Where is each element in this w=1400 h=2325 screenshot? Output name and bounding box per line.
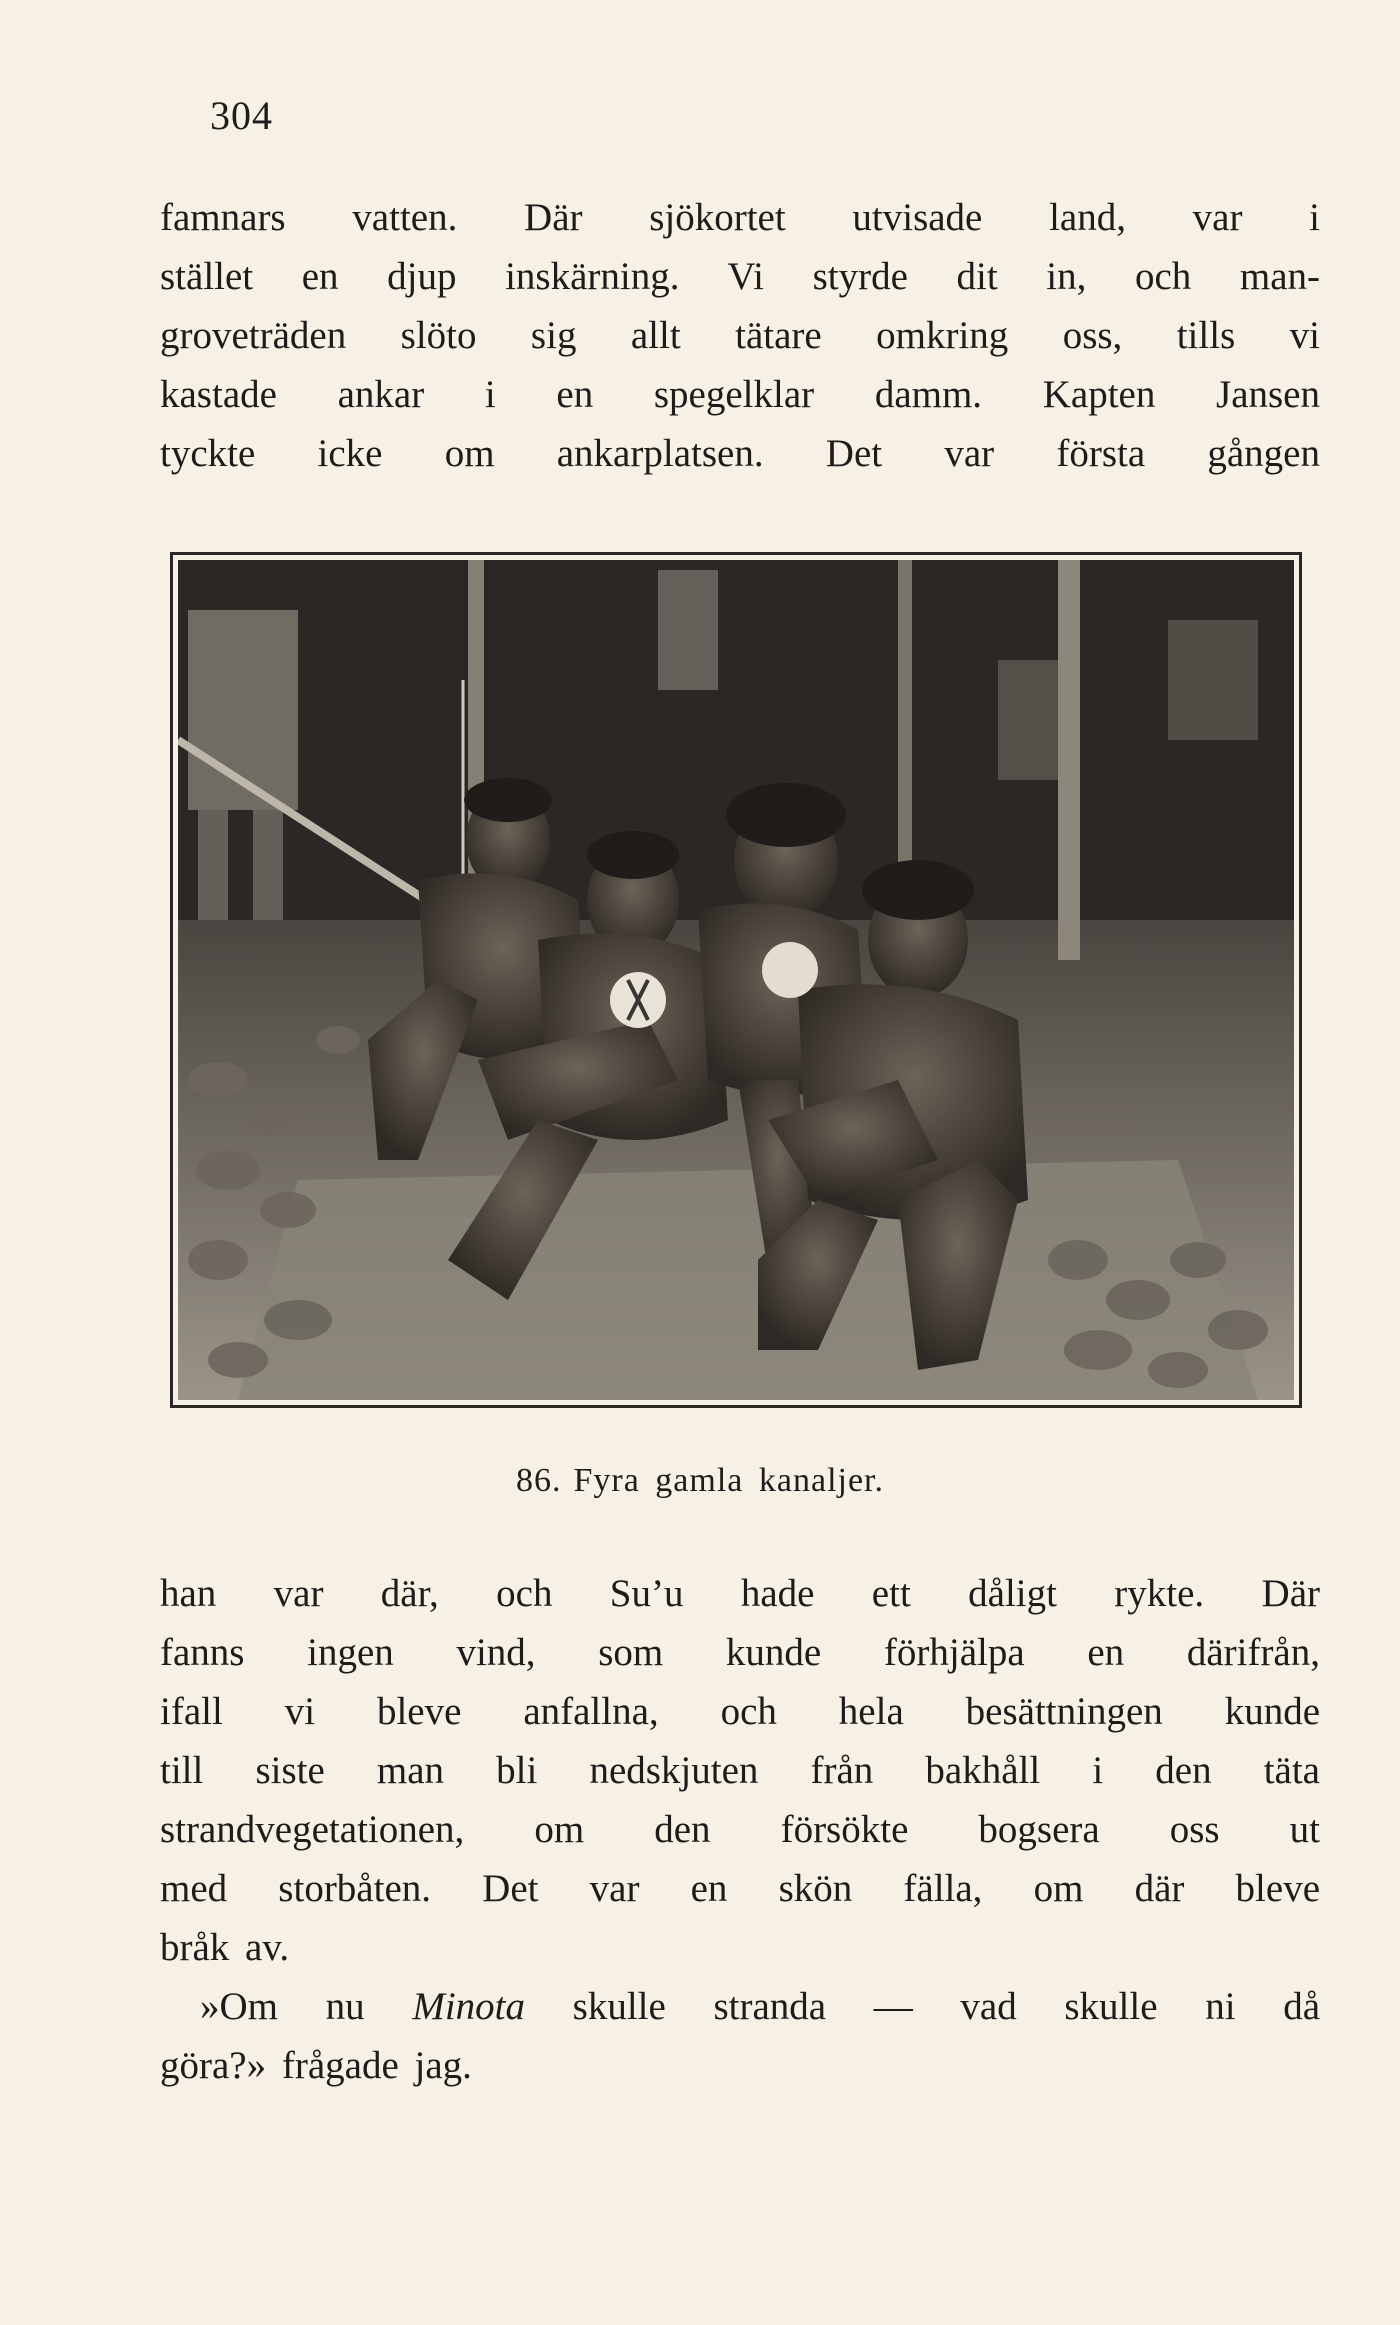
body-text-top — [160, 188, 1320, 483]
figure-photograph — [170, 552, 1302, 1408]
text-line: famnars vatten. Där sjökortet utvisade land, var i — [160, 196, 1320, 239]
photo-illustration — [178, 560, 1294, 1400]
dialogue-line: göra?» frågade jag. — [160, 2044, 472, 2087]
text-line: ifall vi bleve anfallna, och hela besättningen kunde — [160, 1690, 1320, 1733]
ship-name: Minota — [412, 1985, 525, 2028]
text-line: groveträden slöto sig allt tätare omkring oss, tills vi — [160, 314, 1320, 357]
dialogue-text: skulle stranda — vad skulle ni då — [525, 1985, 1320, 2028]
text-line: med storbåten. Det var en skön fälla, om där bleve — [160, 1867, 1320, 1910]
figure-caption-text: Fyra gamla kanaljer. — [573, 1462, 884, 1499]
text-line: till siste man bli nedskjuten från bakhåll i den täta — [160, 1749, 1320, 1792]
body-text-bottom — [160, 1564, 1320, 2095]
page-number: 304 — [210, 93, 273, 138]
text-line: bråk av. — [160, 1926, 290, 1969]
text-line: kastade ankar i en spegelklar damm. Kapten Jansen — [160, 373, 1320, 416]
text-line: strandvegetationen, om den försökte bogsera oss ut — [160, 1808, 1320, 1851]
figure-caption — [0, 1462, 1400, 1500]
dialogue-text: »Om nu — [200, 1985, 413, 2028]
text-line: fanns ingen vind, som kunde förhjälpa en därifrån, — [160, 1631, 1320, 1674]
photo-four-men — [178, 560, 1294, 1400]
dialogue-line — [160, 1977, 1320, 2036]
text-line: han var där, och Su’u hade ett dåligt rykte. Där — [160, 1572, 1320, 1615]
figure-number: 86. — [515, 1462, 562, 1499]
text-line: stället en djup inskärning. Vi styrde dit in, och man- — [160, 255, 1320, 298]
text-line: tyckte icke om ankarplatsen. Det var första gången — [160, 432, 1320, 475]
